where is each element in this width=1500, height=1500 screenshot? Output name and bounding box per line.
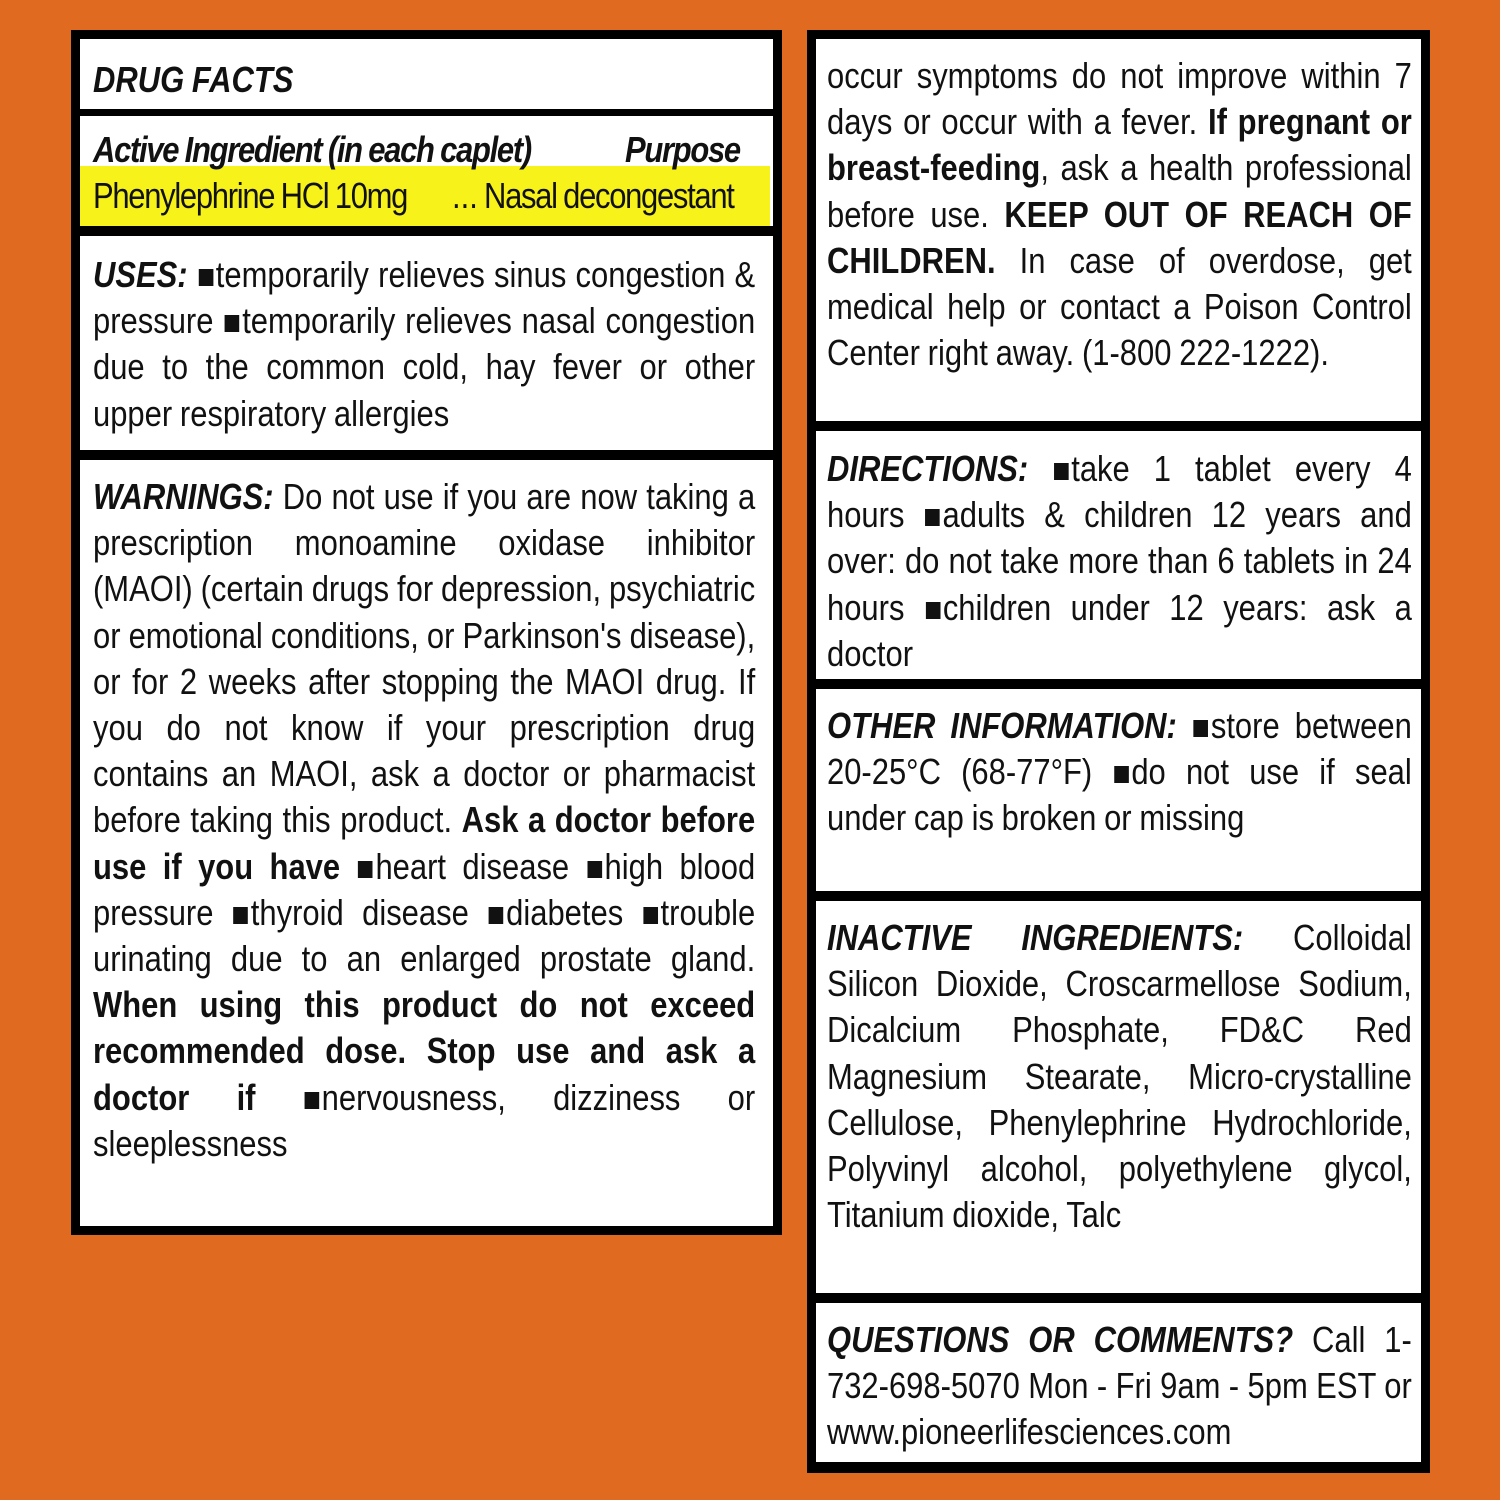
warnings-heading: WARNINGS:: [93, 476, 274, 517]
questions-section: [816, 1303, 1421, 1462]
other-item: store between 20-25°C (68-77°F): [827, 705, 1412, 793]
when-using-heading: When using this product do not exceed recommended dose.: [93, 984, 756, 1072]
directions-item: take 1 tablet every 4 hours: [827, 448, 1412, 536]
ask-item: diabetes: [506, 891, 624, 933]
other-item: do not use if seal under cap is broken or missing: [827, 751, 1412, 839]
drug-facts-left-panel: [71, 30, 782, 1235]
questions-text: [827, 1317, 1412, 1456]
pregnant-heading: If pregnant or breast-feeding: [827, 101, 1412, 189]
warnings-continued-section: [816, 39, 1421, 421]
drug-facts-header: [80, 39, 773, 109]
keep-out-heading: KEEP OUT OF REACH OF CHILDREN.: [827, 193, 1412, 281]
ingredient-name: Phenylephrine HCl 10mg: [93, 175, 408, 216]
purpose-heading: Purpose: [625, 129, 740, 170]
other-information-text: [827, 703, 1412, 842]
directions-item: adults & children 12 years and over: do not take more than 6 tablets in 24 hours: [827, 494, 1412, 628]
inactive-ingredients-heading: INACTIVE INGREDIENTS:: [827, 917, 1244, 958]
stop-item: nervousness, dizziness or sleeplessness: [93, 1076, 756, 1164]
warnings-continued-text: [827, 53, 1412, 376]
other-information-section: [816, 689, 1421, 891]
ingredient-purpose: Nasal decongestant: [484, 175, 734, 216]
stop-use-heading: Stop use and ask a doctor if: [93, 1030, 756, 1118]
uses-text: [93, 252, 755, 437]
overdose-text: In case of overdose, get medical help or contact a Poison Control Center right away. (1-800 222-1222).: [827, 239, 1412, 374]
questions-heading: QUESTIONS OR COMMENTS?: [827, 1319, 1294, 1360]
warnings-text: [93, 474, 755, 1167]
bullet-square-icon: [358, 861, 373, 878]
drug-facts-right-panel: [807, 30, 1430, 1473]
directions-section: [816, 431, 1421, 679]
ask-item: trouble urinating due to an enlarged prostate gland.: [93, 891, 756, 980]
bullet-square-icon: [199, 269, 214, 286]
directions-item: children under 12 years: ask a doctor: [827, 586, 1412, 674]
ask-item: thyroid disease: [250, 891, 469, 933]
pregnant-text: , ask a health professional before use.: [827, 147, 1412, 235]
warnings-continued-body: occur symptoms do not improve within 7 days or occur with a fever.: [827, 55, 1412, 143]
directions-heading: DIRECTIONS:: [827, 448, 1029, 489]
active-ingredient-heading: Active Ingredient (in each caplet): [93, 129, 531, 170]
bullet-square-icon: [926, 602, 941, 619]
active-ingredient-section: [80, 116, 773, 226]
other-information-heading: OTHER INFORMATION:: [827, 705, 1177, 746]
bullet-square-icon: [489, 907, 504, 924]
uses-item: temporarily relieves sinus congestion & pressure: [93, 254, 756, 342]
bullet-square-icon: [225, 315, 240, 332]
inactive-ingredients-text: [827, 915, 1412, 1238]
bullet-square-icon: [925, 509, 940, 526]
inactive-ingredients-section: [816, 901, 1421, 1293]
bullet-square-icon: [587, 861, 602, 878]
uses-section: [80, 236, 773, 450]
ingredient-leader: ...: [452, 175, 478, 216]
ask-item: high blood pressure: [93, 845, 756, 933]
ask-item: heart disease: [375, 845, 570, 887]
inactive-ingredients-list: Colloidal Silicon Dioxide, Croscarmellose Sodium, Dicalcium Phosphate, FD&C Red Magnesium Stearate, Micro-crystalline Cellulose, Phenylephrine Hydrochloride, Polyvinyl alcohol, polyethylene glycol, Titanium dioxide, Talc: [827, 917, 1412, 1236]
drug-facts-title: DRUG FACTS: [93, 59, 294, 100]
questions-contact: Call 1-732-698-5070 Mon - Fri 9am - 5pm EST or www.pioneerlifesciences.com: [827, 1319, 1412, 1453]
uses-heading: USES:: [93, 254, 188, 295]
bullet-square-icon: [643, 907, 658, 924]
bullet-square-icon: [304, 1092, 319, 1109]
bullet-square-icon: [234, 907, 249, 924]
uses-item: temporarily relieves nasal congestion due to the common cold, hay fever or other upper respiratory allergies: [93, 300, 756, 434]
ask-doctor-heading: Ask a doctor before use if you have: [93, 799, 756, 887]
warnings-section: [80, 460, 773, 1226]
bullet-square-icon: [1054, 463, 1069, 480]
bullet-square-icon: [1114, 766, 1129, 783]
warnings-body: Do not use if you are now taking a prescription monoamine oxidase inhibitor (MAOI) (certain drugs for depression, psychiatric or emotional conditions, or Parkinson's disease), or for 2 weeks after stopping the MAOI drug. If you do not know if your prescription drug contains an MAOI, ask a doctor or pharmacist before taking this product.: [93, 476, 756, 841]
bullet-square-icon: [1194, 720, 1209, 737]
directions-text: [827, 446, 1412, 677]
